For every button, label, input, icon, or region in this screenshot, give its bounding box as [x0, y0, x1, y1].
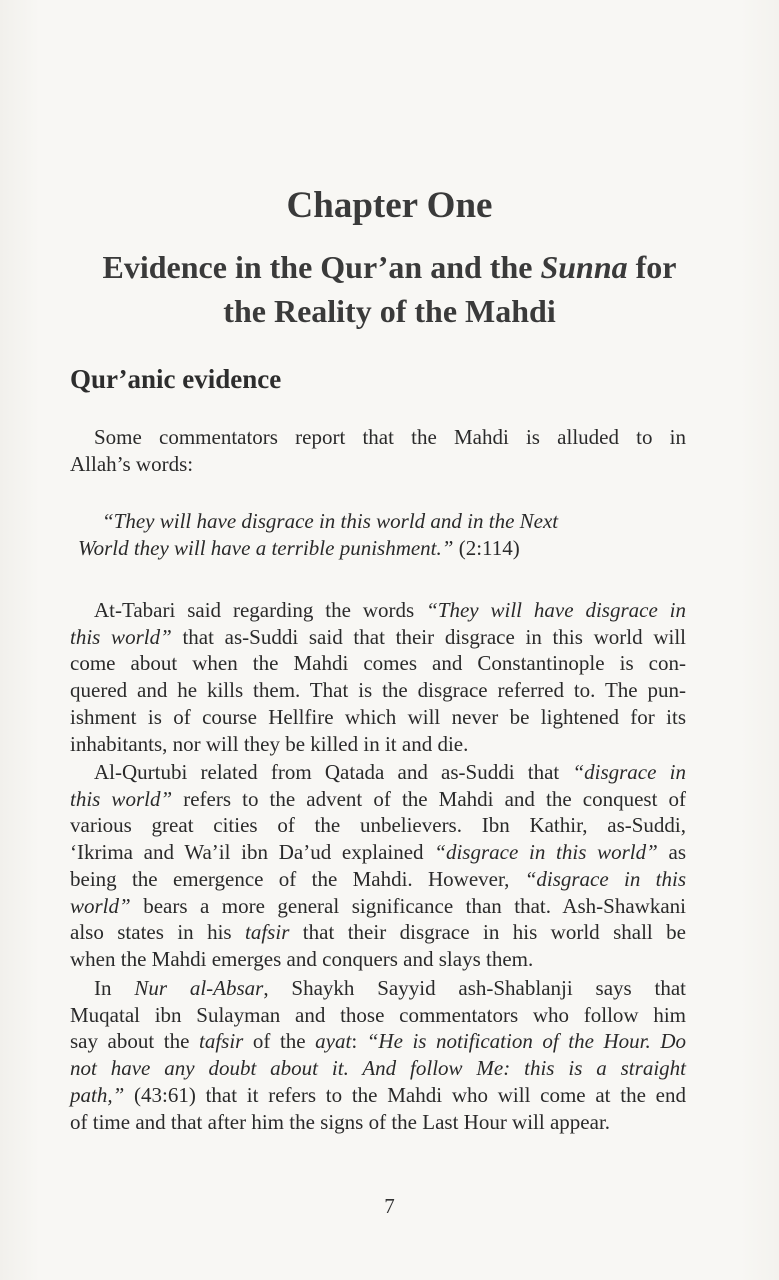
paragraph-shablanji: [70, 975, 686, 1135]
text-line: [70, 597, 686, 624]
italic-span: tafsir: [245, 920, 290, 945]
italic-span: “He is notification of the Hour. Do: [366, 1029, 686, 1054]
text-span: , Shaykh Sayyid ash-Shablanji says that: [263, 976, 687, 1000]
italic-span: Nur al-Absar: [134, 976, 264, 1000]
text-span: that as-Suddi said that their disgrace in this world will: [171, 624, 686, 649]
text-span: bears a more general significance than that. Ash-Shawkani: [130, 893, 686, 918]
text-line: Muqatal ibn Sulayman and those commentators who follow him: [70, 1002, 686, 1027]
text-line: [70, 759, 686, 786]
chapter-title-text: for: [627, 249, 677, 285]
text-line: [70, 919, 686, 946]
text-line: [70, 975, 686, 1002]
text-line: of time and that after him the signs of the Last Hour will appear.: [70, 1109, 611, 1134]
section-heading: Qur’anic evidence: [70, 364, 282, 394]
italic-span: this world”: [70, 624, 172, 649]
chapter-title-line-2: the Reality of the Mahdi: [223, 293, 556, 329]
italic-span: ayat: [315, 1029, 352, 1054]
text-span: that their disgrace in his world shall be: [289, 920, 686, 945]
text-span: refers to the advent of the Mahdi and the conquest of: [172, 786, 686, 811]
chapter-title: [30, 245, 749, 333]
chapter-title-text: Evidence in the Qur’an and the: [102, 249, 541, 285]
italic-span: world”: [70, 893, 131, 918]
quote-line: [78, 535, 678, 562]
chapter-title-line-1: [30, 245, 749, 289]
italic-span: tafsir: [198, 1029, 244, 1054]
quote-line: [78, 508, 678, 535]
text-line: ishment is of course Hellfire which will never be lightened for its: [70, 704, 686, 729]
text-line: [70, 866, 686, 893]
text-span: Al-Qurtubi related from Qatada and as-Suddi that: [94, 760, 573, 784]
text-span: :: [351, 1029, 367, 1054]
text-line: Some commentators report that the Mahdi is alluded to in: [94, 425, 686, 449]
italic-span: “disgrace in this: [524, 866, 686, 891]
italic-span: “They will have disgrace in: [426, 598, 686, 622]
text-line: [70, 1055, 686, 1082]
text-span: At-Tabari said regarding the words: [94, 598, 427, 622]
italic-span: not have any doubt about it. And follow Me: this is a straight: [70, 1056, 686, 1081]
quote-reference: (2:114): [453, 536, 520, 560]
paragraph-intro: [70, 424, 686, 477]
text-span: of the: [243, 1029, 316, 1054]
text-line: [70, 1082, 686, 1109]
chapter-title-italic: Sunna: [540, 249, 628, 285]
text-line: [70, 839, 686, 866]
paragraph-qurtubi: [70, 759, 686, 973]
text-line: come about when the Mahdi comes and Constantinople is con-: [70, 651, 686, 676]
text-line: [70, 786, 686, 813]
text-span: say about the: [70, 1029, 199, 1054]
text-line: quered and he kills them. That is the disgrace referred to. The pun-: [70, 678, 686, 703]
text-span: as: [657, 840, 686, 865]
text-line: Allah’s words:: [70, 451, 194, 476]
italic-span: “disgrace in: [572, 760, 686, 784]
quote-text: “They will have disgrace in this world and in the Next: [102, 509, 559, 533]
paragraph-tabari: [70, 597, 686, 757]
text-line: inhabitants, nor will they be killed in it and die.: [70, 731, 469, 756]
text-span: ‘Ikrima and Wa’il ibn Da’ud explained: [70, 840, 435, 865]
italic-span: “disgrace in this world”: [434, 840, 658, 865]
text-span: also states in his: [70, 920, 246, 945]
text-span: (43:61) that it refers to the Mahdi who will come at the end: [124, 1082, 686, 1107]
italic-span: path,”: [70, 1082, 125, 1107]
block-quote: [78, 508, 678, 562]
italic-span: this world”: [70, 786, 173, 811]
text-line: [70, 624, 686, 651]
text-line: when the Mahdi emerges and conquers and slays them.: [70, 946, 534, 971]
text-line: [70, 893, 686, 920]
page-number: 7: [384, 1194, 395, 1218]
text-line: [70, 1028, 686, 1055]
text-span: In: [94, 976, 135, 1000]
text-span: being the emergence of the Mahdi. However,: [70, 866, 525, 891]
chapter-number: Chapter One: [286, 185, 493, 226]
text-line: various great cities of the unbelievers. Ibn Kathir, as-Suddi,: [70, 813, 686, 838]
quote-text: World they will have a terrible punishment.”: [78, 536, 454, 560]
